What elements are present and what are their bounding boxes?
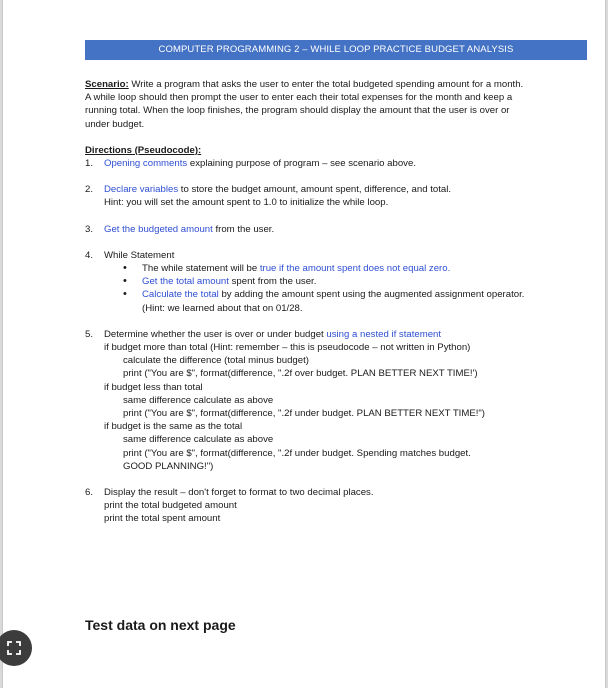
step-number: 6. <box>85 487 94 499</box>
pseudo-line: same difference calculate as above <box>123 394 274 406</box>
step-number: 3. <box>85 223 94 235</box>
step-text: from the user. <box>212 223 275 235</box>
bullet-icon <box>123 288 142 314</box>
directions-heading: Directions (Pseudocode): <box>85 144 202 156</box>
step-number: 4. <box>85 249 94 261</box>
bullet-highlight: Calculate the total <box>142 289 219 301</box>
expand-icon <box>7 641 21 655</box>
step-text: to store the budget amount, amount spent, difference, and total. <box>178 184 452 196</box>
pseudo-line: print ("You are $", format(difference, ".2f under budget. Spending matches budget. <box>123 447 471 459</box>
bullet-list <box>104 262 590 315</box>
step-highlight: using a nested if statement <box>326 328 442 340</box>
step-2 <box>85 183 590 209</box>
scenario-line: under budget. <box>85 118 145 130</box>
bullet-highlight: Get the total amount <box>142 276 229 288</box>
step-hint: Hint: you will set the amount spent to 1.0 to initialize the while loop. <box>104 197 389 209</box>
bullet-text: The while statement will be <box>142 263 260 275</box>
pseudo-line: if budget less than total <box>104 381 203 393</box>
bullet-highlight: true if the amount spent does not equal zero. <box>259 263 451 275</box>
bullet-text: spent from the user. <box>228 276 317 288</box>
step-number: 1. <box>85 158 94 170</box>
pseudo-line: calculate the difference (total minus budget) <box>123 355 309 367</box>
pseudo-line: print the total budgeted amount <box>104 500 237 512</box>
pseudo-line: same difference calculate as above <box>123 434 274 446</box>
document-body <box>85 78 590 526</box>
step-number: 5. <box>85 328 94 340</box>
step-1 <box>85 157 590 170</box>
step-text: Determine whether the user is over or under budget <box>104 328 327 340</box>
bullet-item <box>104 288 590 314</box>
step-text: explaining purpose of program – see scenario above. <box>187 158 416 170</box>
bullet-icon <box>123 275 142 288</box>
bullet-hint: (Hint: we learned about that on 01/28. <box>142 302 303 314</box>
bullet-item <box>104 262 590 275</box>
step-5 <box>85 328 590 341</box>
scenario-label: Scenario: <box>85 79 129 90</box>
scenario-line: A while loop should then prompt the user to enter each their total expenses for the month and keep a <box>85 92 513 104</box>
title-banner: COMPUTER PROGRAMMING 2 – WHILE LOOP PRACTICE BUDGET ANALYSIS <box>85 40 587 60</box>
scenario-paragraph <box>85 78 590 131</box>
step-3 <box>85 223 590 236</box>
scenario-line: Write a program that asks the user to enter the total budgeted spending amount for a month. <box>128 79 524 90</box>
step-highlight: Get the budgeted amount <box>104 223 213 235</box>
pseudo-line: if budget more than total (Hint: remember – this is pseudocode – not written in Python) <box>104 342 471 354</box>
step-text: Display the result – don't forget to format to two decimal places. <box>104 487 374 499</box>
scenario-line: running total. When the loop finishes, the program should display the amount that the user is over or <box>85 105 510 117</box>
pseudo-line: if budget is the same as the total <box>104 421 243 433</box>
step-number: 2. <box>85 184 94 196</box>
step-highlight: Opening comments <box>104 158 188 170</box>
pseudo-line: GOOD PLANNING!") <box>123 460 214 472</box>
pseudo-line: print ("You are $", format(difference, ".2f over budget. PLAN BETTER NEXT TIME!') <box>123 368 478 380</box>
bullet-text: by adding the amount spent using the augmented assignment operator. <box>218 289 525 301</box>
step-6 <box>85 486 590 526</box>
pseudo-line: print ("You are $", format(difference, ".2f under budget. PLAN BETTER NEXT TIME!") <box>123 408 485 420</box>
bullet-icon <box>123 262 142 275</box>
test-data-heading: Test data on next page <box>85 617 236 633</box>
bullet-item <box>104 275 590 288</box>
step-4 <box>85 249 590 315</box>
pseudo-line: print the total spent amount <box>104 513 221 525</box>
step-highlight: Declare variables <box>104 184 179 196</box>
step-title: While Statement <box>104 249 175 261</box>
document-page <box>2 0 606 688</box>
